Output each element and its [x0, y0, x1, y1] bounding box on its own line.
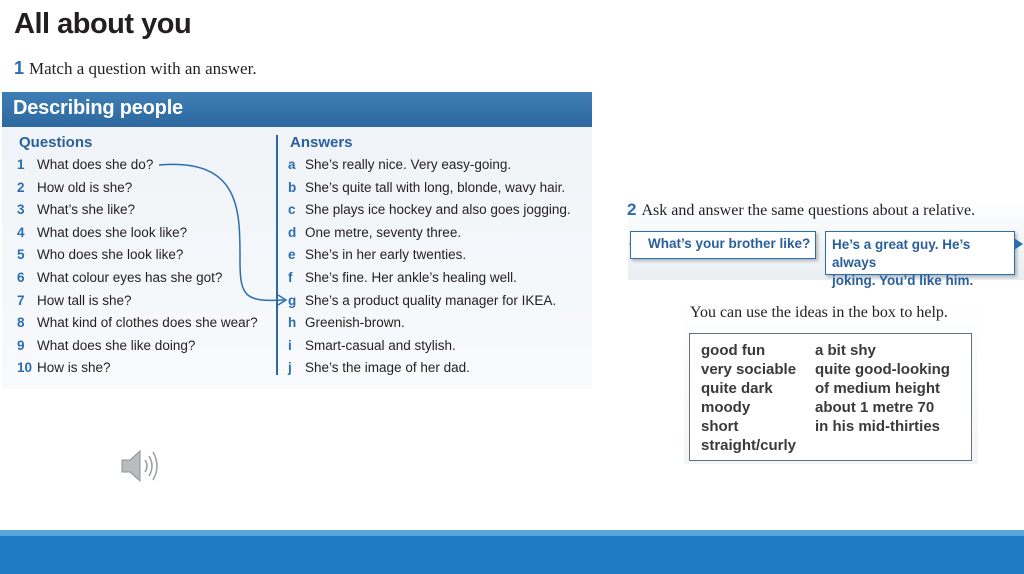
idea-item: moody	[701, 399, 751, 416]
answer-item: h Greenish-brown.	[288, 315, 405, 331]
answer-item: b She’s quite tall with long, blonde, wavy hair.	[288, 179, 566, 195]
idea-item: a bit shy	[815, 342, 876, 359]
match-arrow-icon	[2, 92, 592, 389]
idea-item: straight/curly	[701, 437, 797, 454]
ideas-box	[689, 333, 972, 461]
idea-item: of medium height	[815, 380, 940, 397]
task2-text: Ask and answer the same questions about a relative.	[641, 202, 976, 219]
answer-item: g She’s a product quality manager for IKEA.	[288, 292, 557, 308]
answer-item: d One metre, seventy three.	[288, 224, 462, 240]
ideas-column-2	[815, 342, 950, 437]
footer-bar	[0, 536, 1024, 574]
idea-item: good fun	[701, 342, 766, 359]
answer-item: f She’s fine. Her ankle’s healing well.	[288, 269, 517, 285]
question-item: 3 What’s she like?	[17, 202, 136, 218]
question-item: 5 Who does she look like?	[17, 247, 184, 263]
question-item: 8 What kind of clothes does she wear?	[17, 315, 258, 331]
bubble-answer-line1: He’s a great guy. He’s always	[832, 237, 971, 270]
ideas-intro: You can use the ideas in the box to help.	[690, 304, 948, 321]
bubble-tail-right	[1014, 238, 1023, 250]
question-item: 2 How old is she?	[17, 179, 133, 195]
ideas-column-1	[701, 342, 796, 456]
idea-item: quite dark	[701, 380, 773, 397]
idea-item: quite good-looking	[815, 361, 950, 378]
answer-item: i Smart-casual and stylish.	[288, 337, 456, 353]
idea-item: in his mid-thirties	[815, 418, 941, 435]
panel-heading: Describing people	[2, 92, 592, 127]
idea-item: very sociable	[701, 361, 797, 378]
task1-instruction	[14, 58, 257, 79]
question-item: 10 How is she?	[17, 360, 111, 376]
speech-bubble-answer	[825, 231, 1015, 288]
speech-bubble-question: What’s your brother like?	[630, 231, 816, 259]
answer-item: a She’s really nice. Very easy-going.	[288, 157, 512, 172]
idea-item: about 1 metre 70	[815, 399, 935, 416]
question-item: 4 What does she look like?	[17, 224, 188, 240]
bubble-answer-line2: joking. You’d like him.	[832, 273, 974, 288]
task1-number: 1	[14, 58, 25, 78]
question-item: 1 What does she do?	[17, 157, 154, 172]
answer-item: e She’s in her early twenties.	[288, 247, 467, 263]
answers-heading: Answers	[290, 134, 353, 151]
task2-number: 2	[627, 200, 637, 219]
question-item: 9 What does she like doing?	[17, 337, 196, 353]
answer-item: j She’s the image of her dad.	[288, 360, 470, 376]
questions-heading: Questions	[19, 134, 93, 151]
page-title: All about you	[14, 8, 192, 40]
idea-item: short	[701, 418, 739, 435]
task2-instruction	[627, 200, 975, 220]
question-item: 6 What colour eyes has she got?	[17, 269, 223, 285]
describing-people-panel	[2, 92, 592, 389]
task1-text: Match a question with an answer.	[29, 59, 257, 78]
speaker-icon[interactable]	[118, 446, 164, 486]
answer-item: c She plays ice hockey and also goes jogging.	[288, 202, 571, 218]
question-item: 7 How tall is she?	[17, 292, 132, 308]
